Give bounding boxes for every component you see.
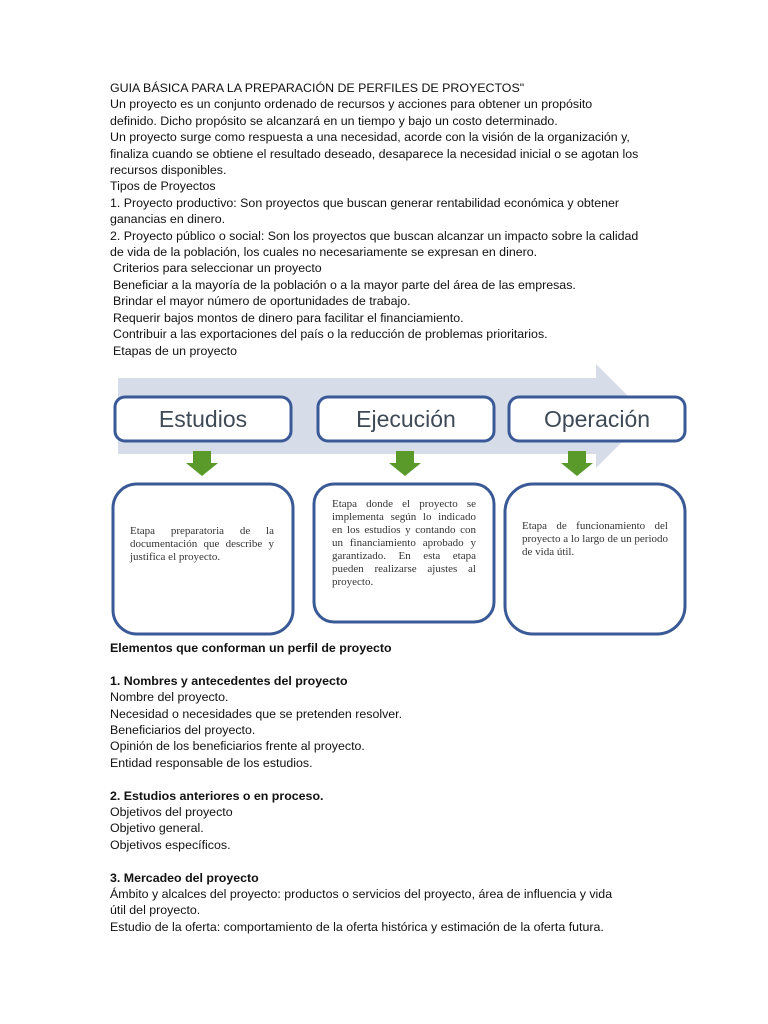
stage-description-estudios: Etapa preparatoria de la documentación que describe y justifica el proyecto.: [130, 525, 274, 563]
section-item: Entidad responsable de los estudios.: [110, 755, 313, 770]
section-title: 1. Nombres y antecedentes del proyecto: [110, 673, 348, 688]
document-title: GUIA BÁSICA PARA LA PREPARACIÓN DE PERFILES DE PROYECTOS": [110, 81, 525, 95]
intro-line: 2. Proyecto público o social: Son los proyectos que buscan alcanzar un impacto sobre la calidad: [110, 228, 639, 243]
intro-line: de vida de la población, los cuales no necesariamente se expresan en dinero.: [110, 245, 538, 260]
intro-line: 1. Proyecto productivo: Son proyectos que buscan generar rentabilidad económica y obtener: [110, 195, 620, 210]
profile-elements-section: [110, 640, 670, 935]
intro-line: definido. Dicho propósito se alcanzará en un tiempo y bajo un costo determinado.: [110, 113, 558, 128]
section-item: Objetivo general.: [110, 821, 204, 836]
section-item: Objetivos del proyecto: [110, 805, 233, 820]
criteria-item: Contribuir a las exportaciones del país o la reducción de problemas prioritarios.: [113, 327, 548, 342]
section-item: Necesidad o necesidades que se pretenden resolver.: [110, 706, 403, 721]
intro-line: recursos disponibles.: [110, 163, 227, 178]
stage-description-ejecucion: Etapa donde el proyecto se implementa según lo indicado en los estudios y contando con un financiamiento aprobado y garantizado. En esta etapa pueden realizarse ajustes al proyecto.: [332, 498, 476, 588]
project-stages-diagram: [108, 360, 698, 644]
section-title: 2. Estudios anteriores o en proceso.: [110, 788, 324, 803]
intro-line: Un proyecto es un conjunto ordenado de recursos y acciones para obtener un propósito: [110, 97, 593, 112]
intro-line: ganancias en dinero.: [110, 212, 226, 227]
section-item: Ámbito y alcalces del proyecto: productos o servicios del proyecto, área de influencia y vida: [110, 887, 613, 902]
stage-label-estudios: Estudios: [158, 406, 248, 432]
section-item: Nombre del proyecto.: [110, 690, 229, 705]
stage-description-operacion: Etapa de funcionamiento del proyecto a lo largo de un periodo de vida útil.: [522, 520, 668, 558]
project-types-heading: Tipos de Proyectos: [110, 179, 216, 194]
stage-label-ejecucion: Ejecución: [356, 406, 456, 432]
down-arrow-icon: [389, 451, 421, 476]
section-item: útil del proyecto.: [110, 903, 201, 918]
description-box-operacion: [505, 484, 685, 634]
stages-heading: Etapas de un proyecto: [113, 343, 237, 358]
criteria-item: Brindar el mayor número de oportunidades de trabajo.: [113, 294, 411, 309]
section-item: Beneficiarios del proyecto.: [110, 723, 256, 738]
criteria-item: Beneficiar a la mayoría de la población o a la mayor parte del área de las empresas.: [113, 277, 576, 292]
criteria-item: Requerir bajos montos de dinero para facilitar el financiamiento.: [113, 310, 464, 325]
section-item: Objetivos específicos.: [110, 837, 231, 852]
section-item: Opinión de los beneficiarios frente al proyecto.: [110, 739, 365, 754]
down-arrow-icon: [561, 451, 593, 476]
down-arrow-icon: [186, 451, 218, 476]
section-title: 3. Mercadeo del proyecto: [110, 870, 259, 885]
intro-section: [110, 80, 670, 359]
intro-line: finaliza cuando se obtiene el resultado deseado, desaparece la necesidad inicial o se agotan los: [110, 146, 639, 161]
criteria-heading: Criterios para seleccionar un proyecto: [113, 261, 322, 276]
intro-line: Un proyecto surge como respuesta a una necesidad, acorde con la visión de la organización y,: [110, 130, 630, 145]
stage-label-operacion: Operación: [543, 406, 651, 432]
elements-heading: Elementos que conforman un perfil de proyecto: [110, 641, 392, 655]
section-item: Estudio de la oferta: comportamiento de la oferta histórica y estimación de la oferta futura.: [110, 919, 604, 934]
